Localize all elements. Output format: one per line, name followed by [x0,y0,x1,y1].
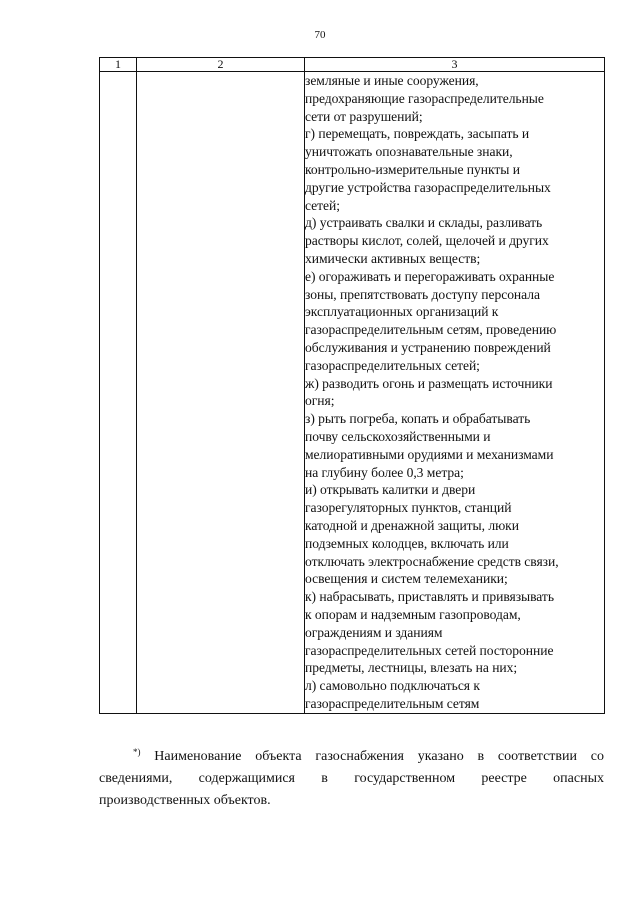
text-line: уничтожать опознавательные знаки, [305,144,513,160]
text-line: л) самовольно подключаться к [305,678,480,694]
text-line: предметы, лестницы, влезать на них; [305,660,518,676]
text-line: г) перемещать, повреждать, засыпать и [305,126,530,142]
text-line: подземных колодцев, включать или [305,535,509,551]
footnote-marker: *) [133,747,141,757]
text-line: химически активных веществ; [305,250,481,266]
text-line: е) огораживать и перегораживать охранные [305,268,555,284]
text-line: к опорам и надземным газопроводам, [305,606,521,622]
text-line: газораспределительным сетям, проведению [305,322,557,338]
text-line: газорегуляторных пунктов, станций [305,500,512,516]
text-line: огня; [305,393,335,409]
text-line: земляные и иные сооружения, [305,73,479,88]
text-line: отключать электроснабжение средств связи, [305,553,559,569]
text-line: другие устройства газораспределительных [305,179,551,195]
text-line: контрольно-измерительные пункты и [305,161,520,177]
table-header-row [100,58,605,72]
text-line: сетей; [305,197,340,213]
text-line: растворы кислот, солей, щелочей и других [305,233,549,249]
column-header-3: 3 [305,58,605,72]
text-line: освещения и систем телемеханики; [305,571,508,587]
text-line: ж) разводить огонь и размещать источники [305,375,553,391]
text-line: катодной и дренажной защиты, люки [305,517,519,533]
text-line: мелиоративными орудиями и механизмами [305,446,554,462]
text-line: почву сельскохозяйственными и [305,428,491,444]
page-number: 70 [314,29,326,41]
text-line: предохраняющие газораспределительные [305,90,544,106]
cell-column-2 [137,72,305,714]
footnote-line-3: производственных объектов. [99,793,271,808]
text-line: эксплуатационных организаций к [305,304,499,320]
text-line: обслуживания и устранению повреждений [305,339,551,355]
table-row [100,72,605,714]
text-line: ограждениям и зданиям [305,624,443,640]
text-line: сети от разрушений; [305,108,423,124]
text-line: на глубину более 0,3 метра; [305,464,464,480]
text-line: к) набрасывать, приставлять и привязывать [305,589,554,605]
column-header-2: 2 [137,58,305,72]
text-line: з) рыть погреба, копать и обрабатывать [305,411,531,427]
document-table [99,57,605,714]
footnote-text-1: Наименование объекта газоснабжения указано в соответствии со [154,749,604,764]
cell-column-1 [100,72,137,714]
text-line: газораспределительным сетям [305,695,480,711]
text-line: газораспределительных сетей; [305,357,480,373]
footnote-line-1 [99,741,604,768]
text-line: и) открывать калитки и двери [305,482,476,498]
text-line: д) устраивать свалки и склады, разливать [305,215,543,231]
text-line: газораспределительных сетей посторонние [305,642,554,658]
text-line: зоны, препятствовать доступу персонала [305,286,540,302]
footnote [99,741,604,812]
cell-column-3 [305,72,605,714]
footnote-line-2: сведениями, содержащимися в государственном реестре опасных [99,771,604,786]
column-header-1: 1 [100,58,137,72]
